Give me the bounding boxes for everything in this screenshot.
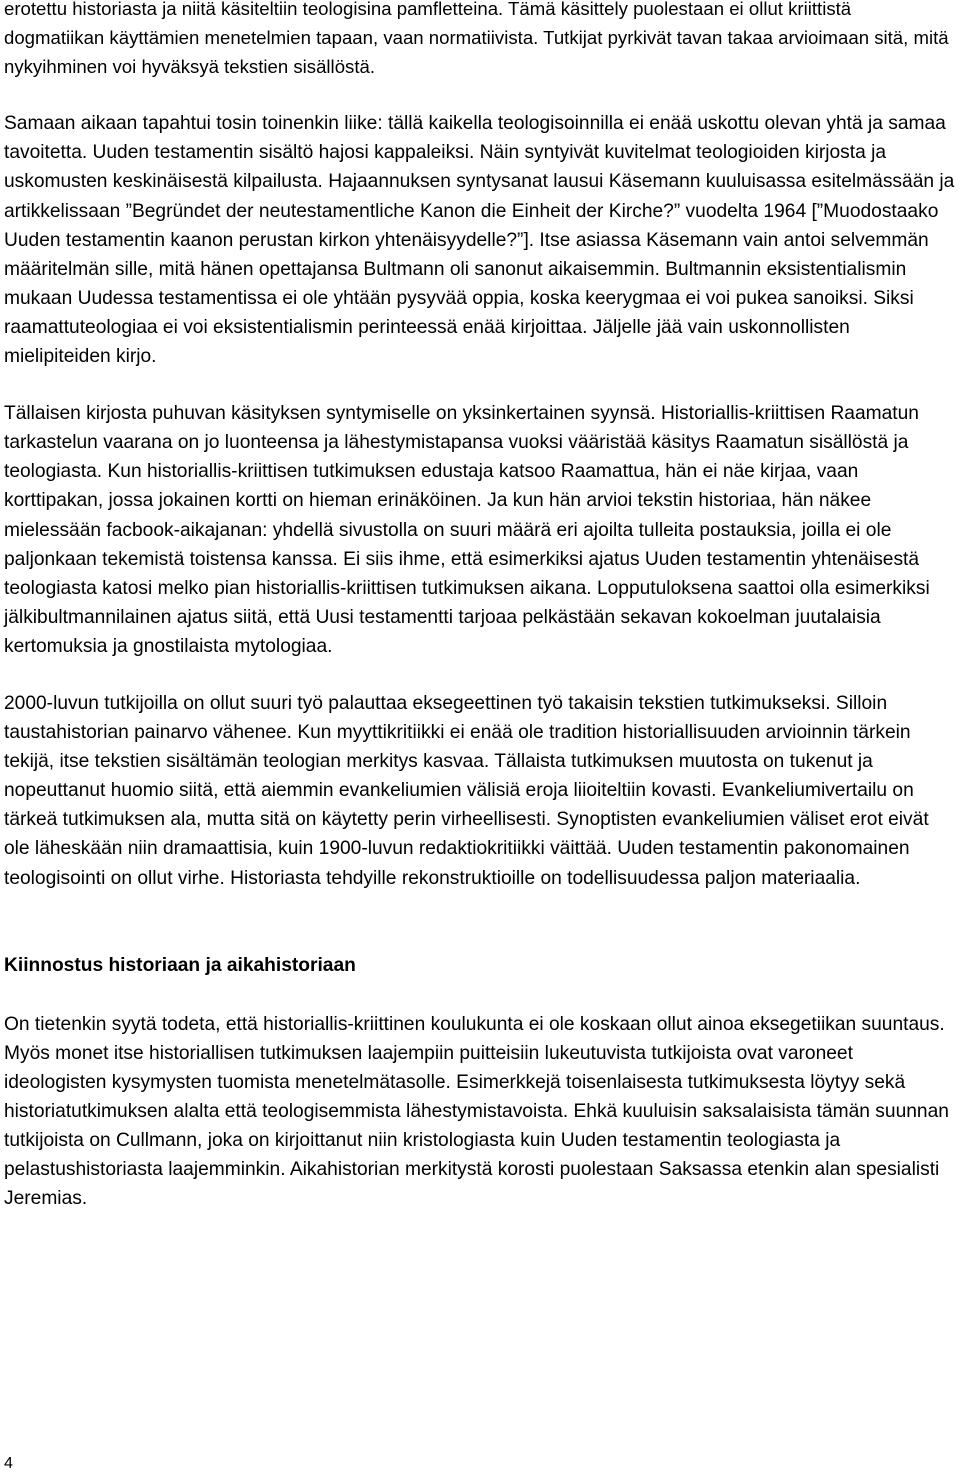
document-page [4,0,956,1213]
paragraph-historical-criticism: Tällaisen kirjosta puhuvan käsityksen syntymiselle on yksinkertainen syynsä. Historiallis-kriittisen Raamatun tarkastelun vaarana on jo luonteensa ja lähestymistapansa vuoksi vääristää käsitys Raamatun sisällöstä ja teologiasta. Kun historiallis-kriittisen tutkimuksen edustaja katsoo Raamattua, hän ei näe kirjaa, vaan korttipakan, jossa jokainen kortti on hieman erinäköinen. Ja kun hän arvioi tekstin historiaa, hän näkee mielessään facbook-aikajanan: yhdellä sivustolla on suuri määrä eri ajoilta tulleita postauksia, joilla ei ole paljonkaan tekemistä toistensa kanssa. Ei siis ihme, että esimerkiksi ajatus Uuden testamentin yhtenäisestä teologiasta katosi melko pian historiallis-kriittisen tutkimuksen aikana. Lopputuloksena saattoi olla esimerkiksi jälkibultmannilainen ajatus siitä, että Uusi testamentti tarjoaa pelkästään sekavan kokoelman juutalaisia kertomuksia ja gnostilaista mytologiaa. [4,403,930,657]
page-number: 4 [4,1455,13,1472]
section-heading: Kiinnostus historiaan ja aikahistoriaan [4,954,356,976]
paragraph-2000s-research: 2000-luvun tutkijoilla on ollut suuri työ palauttaa eksegeettinen työ takaisin tekstien tutkimukseksi. Silloin taustahistorian painarvo vähenee. Kun myyttikritiikki ei enää ole tradition historiallisuuden arvioinnin tärkein tekijä, itse tekstien sisältämän teologian merkitys kasvaa. Tällaista tutkimuksen muutosta on tukenut ja nopeuttanut huomio siitä, että aiemmin evankeliumien välisiä eroja liioiteltiin kovasti. Evankeliumivertailu on tärkeä tutkimuksen ala, mutta sitä on käytetty perin virheellisesti. Synoptisten evankeliumien väliset erot eivät ole läheskään niin dramaattisia, kuin 1900-luvun redaktiokritiikki väittää. Uuden testamentin pakonomainen teologisointi on ollut virhe. Historiasta tehdyille rekonstruktioille on todellisuudessa paljon materiaalia. [4,692,929,889]
paragraph-intro: erotettu historiasta ja niitä käsiteltiin teologisina pamfletteina. Tämä käsittely puolestaan ei ollut kriittistä dogmatiikan käyttämien menetelmien tapaan, vaan normatiivista. Tutkijat pyrkivät tavan takaa arvioimaan sitä, mitä nykyihminen voi hyväksyä tekstien sisällöstä. [4,0,949,78]
paragraph-other-schools: On tietenkin syytä todeta, että historiallis-kriittinen koulukunta ei ole koskaan ollut ainoa eksegetiikan suuntaus. Myös monet itse historiallisen tutkimuksen laajempiin puitteisiin lukeutuvista tutkijoista ovat varoneet ideologisten kysymysten tuomista menetelmätasolle. Esimerkkejä toisenlaisesta tutkimuksesta löytyy sekä historiatutkimuksen alalta että teologisemmista lähestymistavoista. Ehkä kuuluisin saksalaisista tämän suunnan tutkijoista on Cullmann, joka on kirjoittanut niin kristologiasta kuin Uuden testamentin teologiasta ja pelastushistoriasta laajemminkin. Aikahistorian merkitystä korosti puolestaan Saksassa etenkin alan spesialisti Jeremias. [4,1013,949,1210]
paragraph-kasemann: Samaan aikaan tapahtui tosin toinenkin liike: tällä kaikella teologisoinnilla ei enää uskottu olevan yhtä ja samaa tavoitetta. Uuden testamentin sisältö hajosi kappaleiksi. Näin syntyivät kuvitelmat teologioiden kirjosta ja uskomusten keskinäisestä kilpailusta. Hajaannuksen syntysanat lausui Käsemann kuuluisassa esitelmässään ja artikkelissaan ”Begründet der neutestamentliche Kanon die Einheit der Kirche?” vuodelta 1964 [”Muodostaako Uuden testamentin kaanon perustan kirkon yhtenäisyydelle?”]. Itse asiassa Käsemann vain antoi selvemmän määritelmän sille, mitä hänen opettajansa Bultmann oli sanonut aikaisemmin. Bultmannin eksistentialismin mukaan Uudessa testamentissa ei ole yhtään pysyvää oppia, koska keerygmaa ei voi pukea sanoiksi. Siksi raamattuteologiaa ei voi eksistentialismin perinteessä enää kirjoittaa. Jäljelle jää vain uskonnollisten mielipiteiden kirjo. [4,113,955,368]
